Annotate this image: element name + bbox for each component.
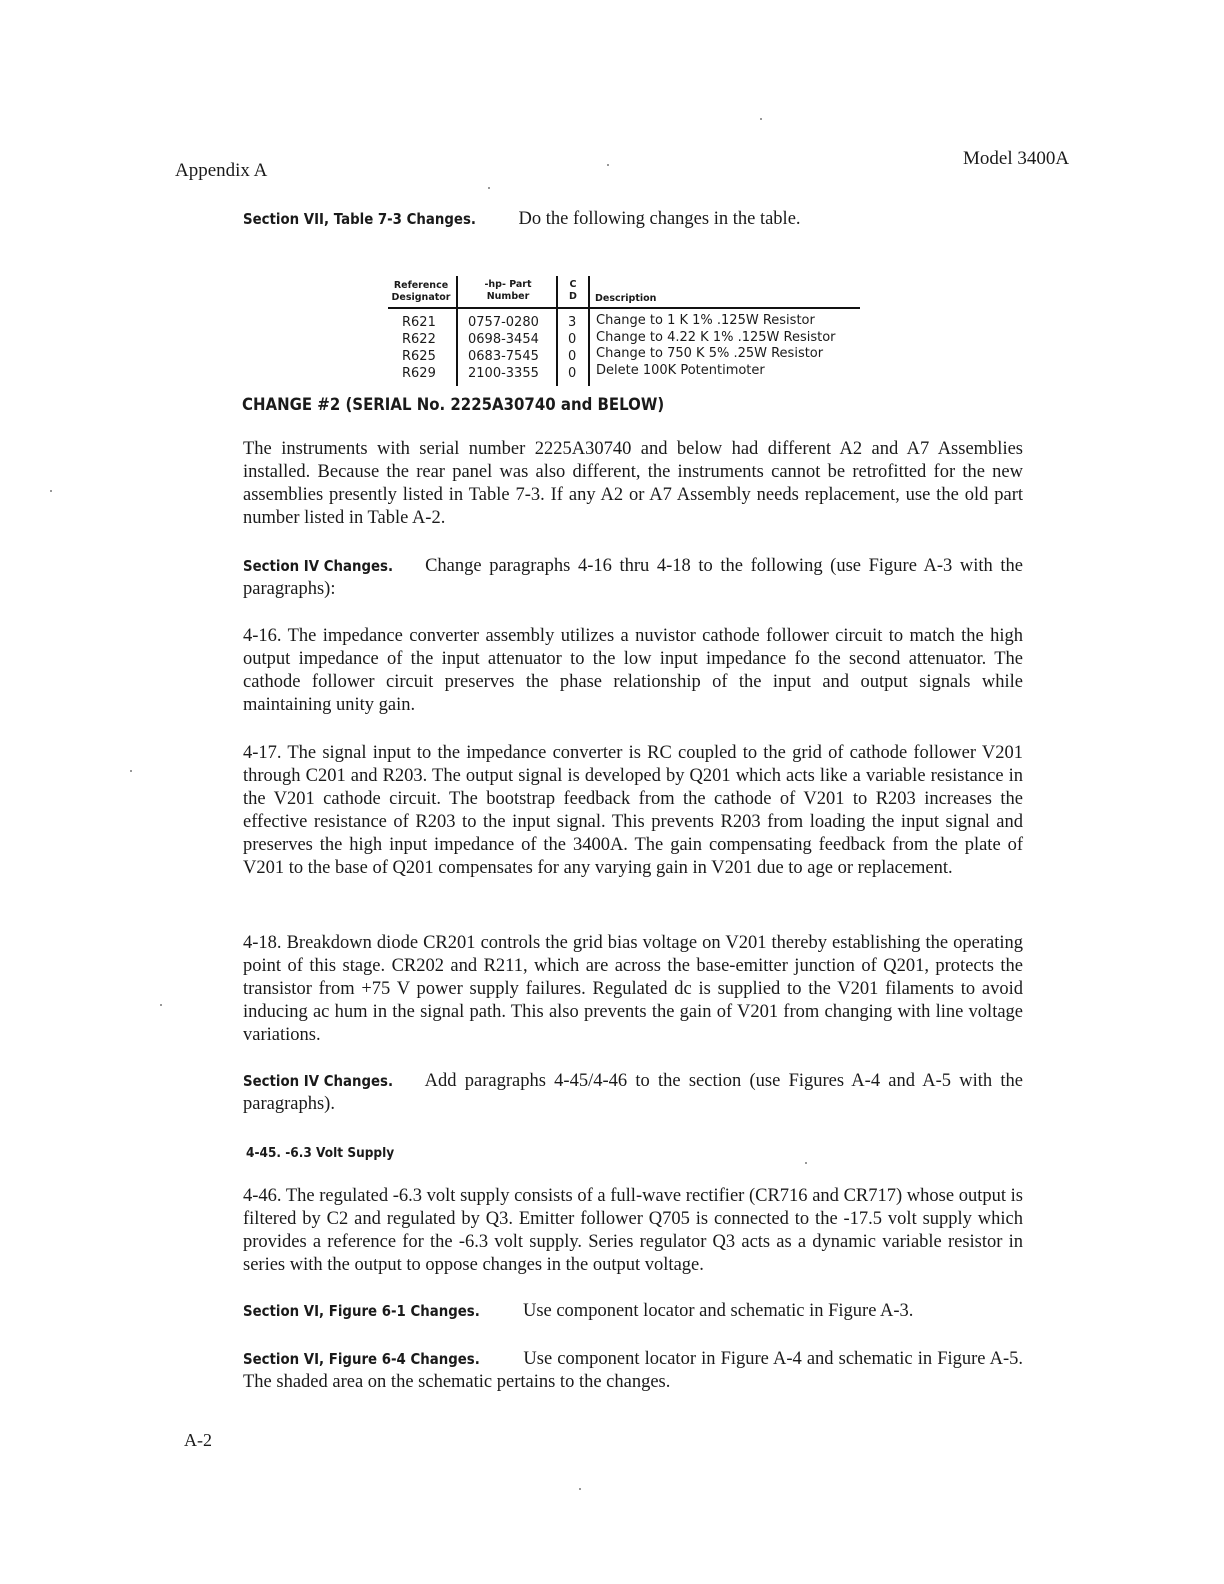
cell-desc: Delete 100K Potentimoter [596, 363, 765, 378]
scan-speck [488, 187, 490, 189]
change-2-heading: CHANGE #2 (SERIAL No. 2225A30740 and BELOW) [242, 395, 665, 415]
intro-text: Do the following changes in the table. [513, 209, 801, 229]
scan-speck [50, 490, 52, 492]
section-iv-changes-1 [243, 555, 1023, 601]
paragraph-4-18: 4-18. Breakdown diode CR201 controls the grid bias voltage on V201 thereby establishing the operating point of this stage. CR202 and R211, which are across the base-emitter junction of Q201, protects the transistor from +75 V power supply failures. Regulated dc is supplied to the V201 filaments to avoid inducing ac hum in the signal path. This also prevents the gain of V201 from changing with line voltage variations. [243, 933, 1023, 1045]
cell-desc: Change to 4.22 K 1% .125W Resistor [596, 330, 836, 345]
th-part-line1: -hp- Part [484, 279, 532, 290]
scan-speck [130, 770, 132, 772]
scan-speck [760, 118, 762, 120]
scan-speck [607, 164, 609, 166]
header-left: Appendix A [175, 160, 268, 181]
cell-part: 0683-7545 [468, 349, 539, 364]
paragraph-serial-info: The instruments with serial number 2225A30740 and below had different A2 and A7 Assemblies installed. Because the rear panel was also different, the instruments cannot be retrofitted for the new assemblies presently listed in Table 7-3. If any A2 or A7 Assembly needs replacement, use the old part number listed in Table A-2. [243, 439, 1023, 528]
scan-speck [805, 1162, 807, 1164]
cell-cd: 3 [568, 315, 577, 330]
cell-cd: 0 [568, 349, 577, 364]
cell-ref: R622 [402, 332, 436, 347]
cell-desc: Change to 1 K 1% .125W Resistor [596, 313, 815, 328]
intro-bold: Section VII, Table 7-3 Changes. [243, 210, 476, 228]
cell-ref: R629 [402, 366, 436, 381]
scan-speck [160, 1004, 162, 1006]
paragraph-4-16: 4-16. The impedance converter assembly utilizes a nuvistor cathode follower circuit to match the high output impedance of the input attenuator to the low input impedance fo the second attenuator. The cathode follower circuit preserves the phase relationship of the input and output signals while maintaining unity gain. [243, 626, 1023, 715]
parts-table [388, 274, 860, 386]
table-col-rule-1 [456, 276, 458, 386]
heading-4-45: 4-45. -6.3 Volt Supply [246, 1145, 395, 1161]
intro-line [243, 208, 1023, 231]
paragraph-4-17: 4-17. The signal input to the impedance converter is RC coupled to the grid of cathode follower V201 through C201 and R203. The output signal is developed by Q201 which acts like a variable resistance in the V201 cathode circuit. The bootstrap feedback from the cathode of V201 to R203 increases the effective resistance of R203 to the input signal. This prevents R203 from loading the input signal and preserves the high input impedance of the 3400A. The gain compensating feedback from the plate of V201 to the base of Q201 compensates for any varying gain in V201 due to age or replacement. [243, 743, 1023, 878]
cell-part: 2100-3355 [468, 366, 539, 381]
cell-part: 0698-3454 [468, 332, 539, 347]
section-iv-bold: Section IV Changes. [243, 557, 394, 575]
cell-desc: Change to 750 K 5% .25W Resistor [596, 346, 824, 361]
table-col-rule-3 [588, 276, 590, 386]
header-right: Model 3400A [963, 148, 1070, 169]
section-iv-text: Change paragraphs 4-16 thru 4-18 to the following (use Figure A-3 with the paragraphs): [243, 556, 1023, 599]
th-cd-line2: D [569, 291, 577, 302]
section-iv-bold-2: Section IV Changes. [243, 1072, 394, 1090]
th-ref-line1: Reference [393, 280, 449, 291]
section-vi-fig-6-1 [243, 1300, 1023, 1323]
section-vi-6-4-text: Use component locator in Figure A-4 and schematic in Figure A-5. The shaded area on the schematic pertains to the changes. [243, 1349, 1023, 1392]
section-iv-changes-2 [243, 1070, 1023, 1116]
cell-cd: 0 [568, 332, 577, 347]
th-description: Description [595, 293, 657, 304]
page-number: A-2 [184, 1430, 212, 1450]
section-vi-fig-6-4 [243, 1348, 1023, 1394]
cell-part: 0757-0280 [468, 315, 539, 330]
th-part-number [460, 279, 556, 303]
th-cd [560, 279, 586, 303]
cell-ref: R625 [402, 349, 436, 364]
cell-cd: 0 [568, 366, 577, 381]
section-vi-6-1-bold: Section VI, Figure 6-1 Changes. [243, 1302, 480, 1320]
th-reference [388, 280, 454, 304]
scan-speck [579, 1488, 581, 1490]
section-vi-6-1-text: Use component locator and schematic in Figure A-3. [518, 1301, 914, 1321]
th-cd-line1: C [569, 279, 577, 290]
section-vi-6-4-bold: Section VI, Figure 6-4 Changes. [243, 1350, 480, 1368]
table-col-rule-2 [556, 276, 558, 386]
paragraph-4-46: 4-46. The regulated -6.3 volt supply consists of a full-wave rectifier (CR716 and CR717) whose output is filtered by C2 and regulated by Q3. Emitter follower Q705 is connected to the -17.5 volt supply which provides a reference for the -6.3 volt supply. Series regulator Q3 acts as a dynamic variable resistor in series with the output to oppose changes in the output voltage. [243, 1186, 1023, 1275]
table-header-rule [388, 307, 860, 309]
th-part-line2: Number [486, 291, 530, 302]
cell-ref: R621 [402, 315, 436, 330]
section-iv-text-2: Add paragraphs 4-45/4-46 to the section (use Figures A-4 and A-5 with the paragraphs). [243, 1071, 1023, 1114]
th-ref-line2: Designator [391, 292, 451, 303]
